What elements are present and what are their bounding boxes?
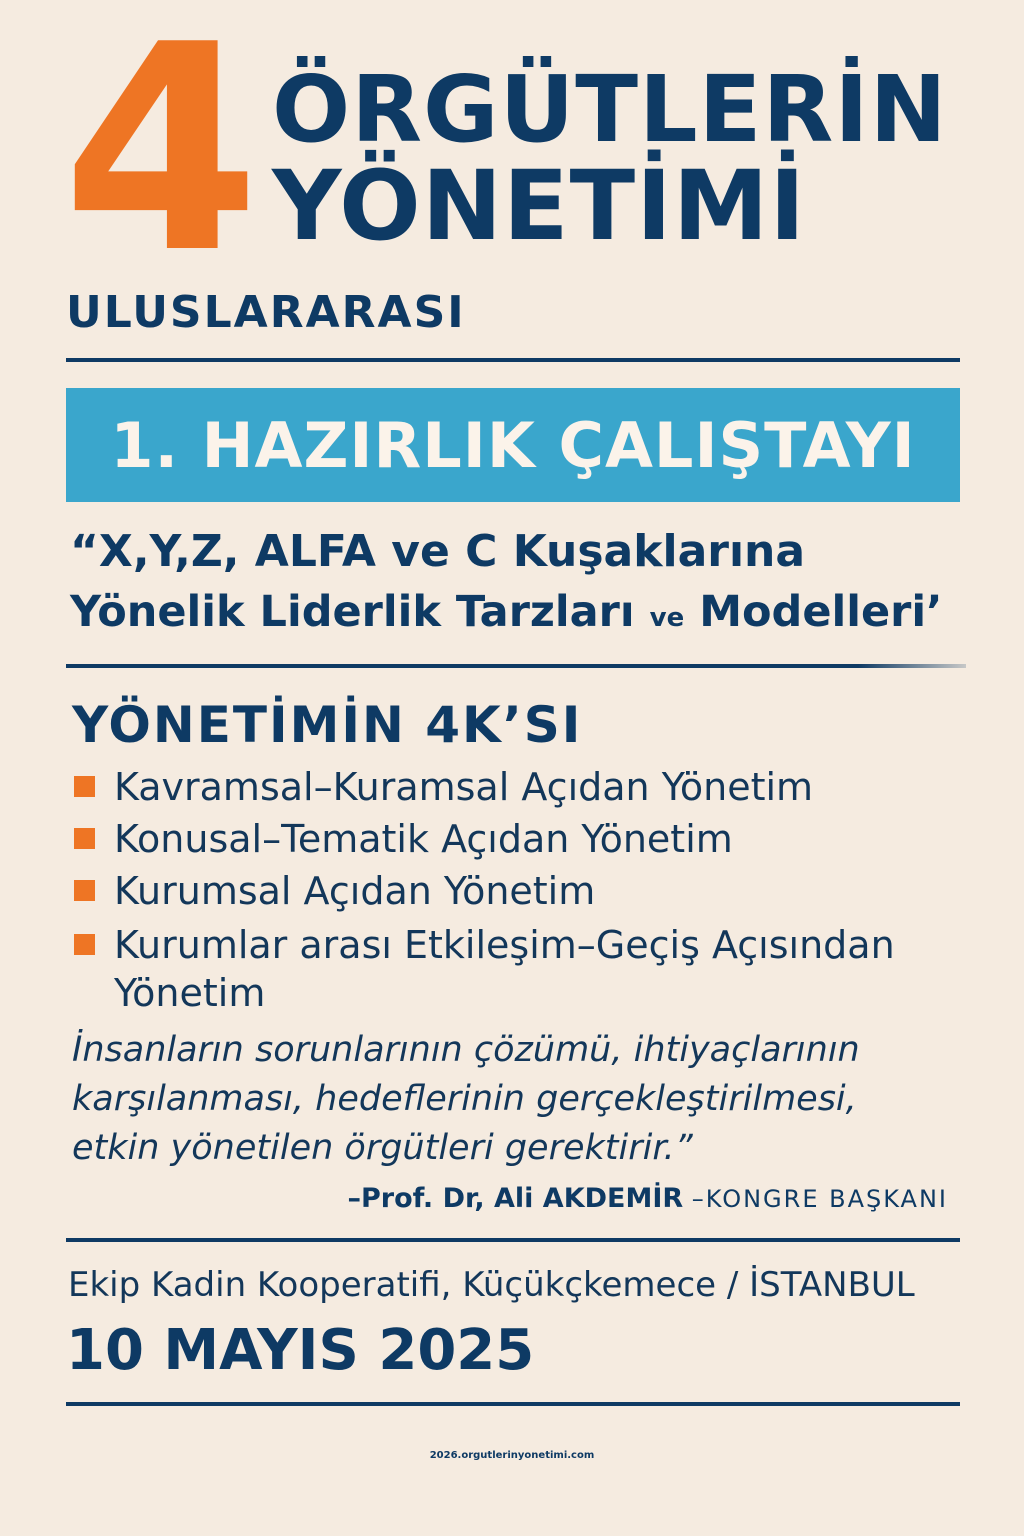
bullet-square-icon: [74, 776, 95, 797]
bullet-square-icon: [74, 828, 95, 849]
subtitle: ULUSLARARASI: [66, 287, 466, 338]
title-line-2: YÖNETİMİ: [272, 150, 807, 262]
edition-number: 4: [62, 0, 251, 316]
banner-label: 1. HAZIRLIK ÇALIŞTAYI: [110, 408, 916, 482]
divider-lower: [66, 1238, 960, 1242]
quote-line-1: İnsanların sorunlarının çözümü, ihtiyaçlarının: [72, 1030, 860, 1070]
quote: [72, 1026, 952, 1173]
list-item-label: Konusal–Tematik Açıdan Yönetim: [114, 817, 733, 861]
list-item-label: Kavramsal–Kuramsal Açıdan Yönetim: [114, 765, 814, 809]
website-link[interactable]: 2026.orgutlerinyonetimi.com: [429, 1450, 595, 1461]
title-line-1: ÖRGÜTLERİN: [272, 56, 948, 163]
quote-author: –Prof. Dr, Ali AKDEMİR: [347, 1183, 684, 1214]
theme-line-2-small: ve: [649, 603, 685, 633]
theme-line-2: [70, 584, 942, 646]
quote-attribution: [348, 1176, 949, 1222]
event-venue: Ekip Kadin Kooperatifi, Küçükçkemece / İSTANBUL: [68, 1265, 915, 1305]
section-heading: YÖNETİMİN 4K’SI: [72, 696, 583, 754]
theme-line-1: “X,Y,Z, ALFA ve C Kuşaklarına: [70, 526, 806, 577]
theme-line-2-end: Modelleri’: [699, 587, 943, 637]
list-item-label-continued: Yönetim: [114, 971, 266, 1015]
event-date: 10 MAYIS 2025: [66, 1318, 535, 1383]
quote-line-2: karşılanması, hedeflerinin gerçekleştirilmesi,: [72, 1079, 857, 1119]
list-item-label: Kurumsal Açıdan Yönetim: [114, 869, 596, 913]
divider-bottom: [66, 1402, 960, 1406]
theme-line-2-main: Yönelik Liderlik Tarzları: [70, 587, 635, 637]
list-item-label: Kurumlar arası Etkileşim–Geçiş Açısından: [114, 923, 895, 967]
bullet-square-icon: [74, 880, 95, 901]
workshop-banner: [66, 388, 960, 502]
quote-line-3: etkin yönetilen örgütleri gerektirir.”: [72, 1128, 693, 1168]
bullet-square-icon: [74, 934, 95, 955]
divider-middle: [66, 664, 966, 668]
quote-author-role: –KONGRE BAŞKANI: [691, 1185, 948, 1213]
divider-top: [66, 358, 960, 362]
